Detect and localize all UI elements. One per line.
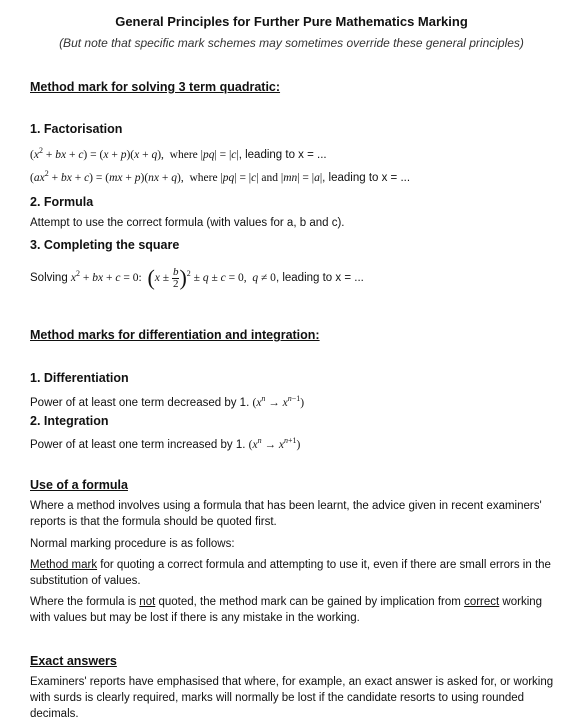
completing-square-equation: $x^2$ + bx + c = 0: (x ± $\frac{b}{2}$ )$^2$ ± q ± c = 0, q ≠ 0	[70, 264, 276, 290]
integration-rule: $(x^n \to x^{n+1})$	[248, 436, 301, 451]
formula-paragraph-3	[30, 557, 555, 589]
completing-square-line	[30, 266, 555, 290]
factorisation-title: 1. Factorisation	[30, 122, 123, 136]
formula-text: Attempt to use the correct formula (with values for a, b and c).	[30, 217, 345, 229]
completing-square-suffix: , leading to x = ...	[275, 271, 364, 284]
formula-heading: Use of a formula	[30, 478, 128, 492]
completing-square-prefix: Solving	[30, 271, 68, 284]
quadratic-heading: Method mark for solving 3 term quadratic:	[30, 80, 281, 94]
formula-paragraph-1: Where a method involves using a formula that has been learnt, the advice given in recent examiners' reports is that the formula should be quoted first.	[30, 500, 542, 528]
formula-paragraph-2: Normal marking procedure is as follows:	[30, 538, 235, 550]
completing-square-title: 3. Completing the square	[30, 238, 180, 252]
page-title: General Principles for Further Pure Mathematics Marking	[115, 14, 468, 29]
formula-p4-part-b: quoted, the method mark can be gained by implication from	[155, 596, 465, 608]
integration-text	[30, 433, 555, 453]
formula-paragraph-4	[30, 594, 555, 626]
exact-answers-paragraph: Examiners' reports have emphasised that where, for example, an exact answer is asked for, or working with surds is clearly required, marks will normally be lost if the candidate resorts to using rounded decimals.	[30, 676, 554, 720]
exact-answers-heading: Exact answers	[30, 654, 117, 668]
formula-p4-part-a: Where the formula is	[30, 596, 140, 608]
integration-description: Power of at least one term increased by 1.	[30, 438, 246, 451]
page-subtitle: (But note that specific mark schemes may sometimes override these general principles)	[59, 36, 524, 50]
correct-emphasis: correct	[464, 596, 500, 608]
differentiation-text	[30, 391, 555, 411]
differentiation-title: 1. Differentiation	[30, 371, 129, 385]
formula-title: 2. Formula	[30, 195, 94, 209]
differentiation-rule: $(x^n \to x^{n-1})$	[252, 394, 305, 409]
calculus-heading: Method marks for differentiation and integration:	[30, 328, 320, 342]
integration-title: 2. Integration	[30, 414, 109, 428]
formula-paragraph-3-rest: for quoting a correct formula and attempting to use it, even if there are small errors in the substitution of values.	[30, 559, 551, 587]
factorisation-line-2	[30, 166, 555, 186]
factorisation-line-1	[30, 143, 555, 163]
factorisation-equation-1: ($x^2$ + bx + c) = (x + p)(x + q), where |pq| = |c|	[30, 146, 239, 161]
not-emphasis: not	[139, 596, 156, 608]
formula-p4-part-c: working with values but may be lost if there is any mistake in the working.	[30, 596, 543, 624]
factorisation-equation-2: ($ax^2$ + bx + c) = (mx + p)(nx + q), where |pq| = |c| and |mn| = |a|	[30, 169, 323, 184]
factorisation-leading-1: , leading to x = ...	[238, 148, 327, 161]
method-mark-term: Method mark	[30, 559, 98, 571]
factorisation-leading-2: , leading to x = ...	[322, 171, 411, 184]
differentiation-description: Power of at least one term decreased by 1.	[30, 396, 250, 409]
